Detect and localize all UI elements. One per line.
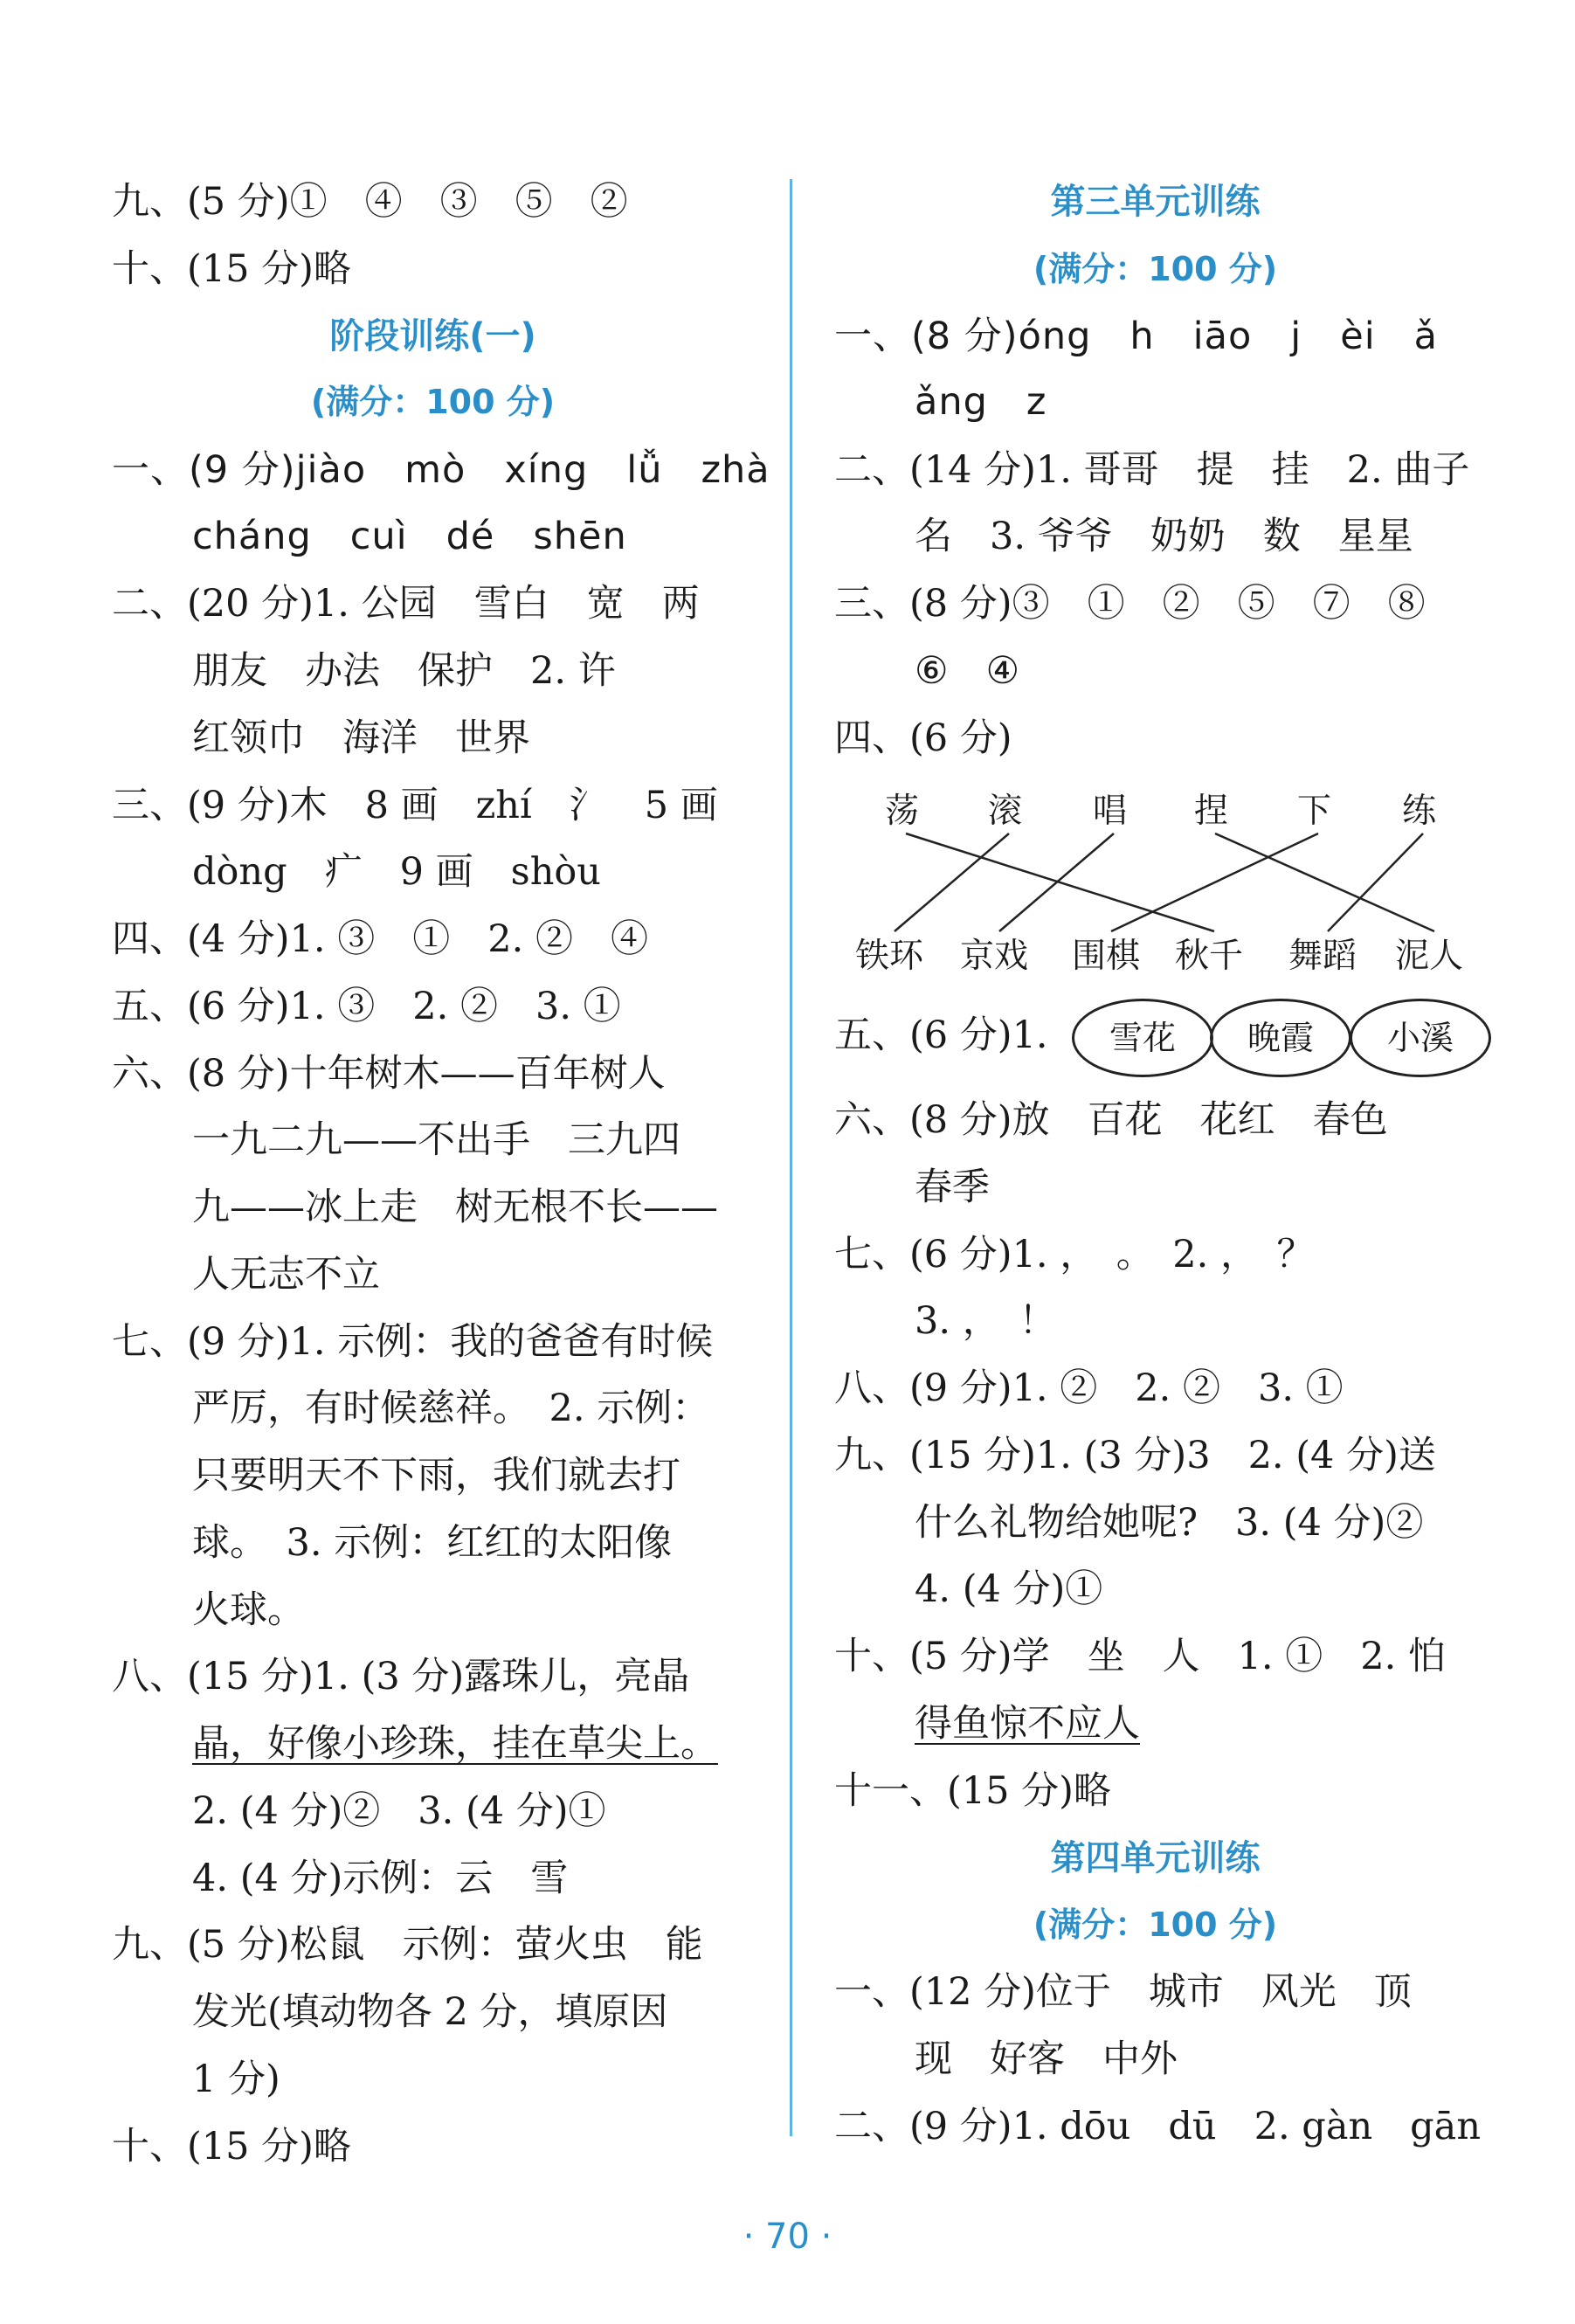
answer-line: 人无志不立 bbox=[192, 1253, 380, 1297]
answer-line: 只要明天不下雨，我们就去打 bbox=[192, 1454, 680, 1497]
answer-line: 七、(9 分)1. 示例：我的爸爸有时候 bbox=[112, 1320, 714, 1364]
answer-line: cháng cuì dé shēn bbox=[192, 515, 627, 558]
answer-line: 五、(6 分)1. bbox=[834, 1013, 1048, 1057]
answer-line: 3. ， ！ bbox=[915, 1299, 1057, 1343]
section-heading: 阶段训练(一) bbox=[329, 316, 536, 356]
match-line bbox=[1111, 833, 1318, 931]
answer-line: 发光(填动物各 2 分，填原因 bbox=[192, 1990, 668, 2034]
answer-line: 一、(9 分)jiào mò xíng lǚ zhà bbox=[112, 448, 770, 492]
answer-line: 二、(9 分)1. dōu dū 2. gàn gān bbox=[834, 2105, 1482, 2148]
answer-line: 九、(15 分)1. (3 分)3 2. (4 分)送 bbox=[834, 1434, 1436, 1477]
page-number: · 70 · bbox=[743, 2217, 832, 2257]
circled-word: 雪花 bbox=[1072, 999, 1213, 1077]
answer-line: 火球。 bbox=[192, 1588, 305, 1632]
answer-line: 六、(8 分)放 百花 花红 春色 bbox=[834, 1098, 1388, 1142]
answer-line: ⑥ ④ bbox=[915, 649, 1020, 693]
circled-word: 小溪 bbox=[1350, 999, 1491, 1077]
circled-word: 晚霞 bbox=[1210, 999, 1351, 1077]
answer-line: 九、(5 分)① ④ ③ ⑤ ② bbox=[112, 180, 628, 224]
answer-line: 十、(15 分)略 bbox=[112, 2125, 351, 2168]
match-top-word: 捏 bbox=[1194, 792, 1229, 831]
answer-line: 1 分) bbox=[192, 2058, 280, 2101]
answer-line: dòng 疒 9 画 shòu bbox=[192, 850, 602, 894]
match-line bbox=[1328, 833, 1423, 931]
answer-line: 三、(9 分)木 8 画 zhí 氵 5 画 bbox=[112, 784, 718, 827]
answer-line: 五、(6 分)1. ③ 2. ② 3. ① bbox=[112, 985, 621, 1028]
section-heading: (满分：100 分) bbox=[310, 383, 556, 421]
match-bottom-word: 舞蹈 bbox=[1288, 937, 1357, 976]
match-line bbox=[999, 833, 1114, 931]
match-bottom-word: 围棋 bbox=[1072, 937, 1141, 976]
answer-line: 二、(14 分)1. 哥哥 提 挂 2. 曲子 bbox=[834, 448, 1470, 492]
answer-line: 红领巾 海洋 世界 bbox=[192, 716, 530, 760]
answer-line: 三、(8 分)③ ① ② ⑤ ⑦ ⑧ bbox=[834, 582, 1426, 626]
match-top-word: 下 bbox=[1297, 792, 1332, 831]
column-divider bbox=[790, 179, 792, 2136]
match-bottom-word: 秋千 bbox=[1175, 937, 1244, 976]
answer-line: 2. (4 分)② 3. (4 分)① bbox=[192, 1789, 606, 1833]
match-line bbox=[1215, 833, 1434, 931]
answer-line: 一九二九——不出手 三九四 bbox=[192, 1118, 680, 1162]
match-top-word: 荡 bbox=[885, 792, 920, 831]
answer-line: 晶，好像小珍珠，挂在草尖上。 bbox=[192, 1722, 718, 1766]
answer-line: 十一、(15 分)略 bbox=[834, 1769, 1111, 1813]
answer-line: 九、(5 分)松鼠 示例：萤火虫 能 bbox=[112, 1923, 703, 1967]
section-heading: (满分：100 分) bbox=[1033, 250, 1278, 288]
answer-line: 现 好客 中外 bbox=[915, 2037, 1178, 2081]
answer-line: 十、(5 分)学 坐 人 1. ① 2. 怕 bbox=[834, 1635, 1446, 1678]
answer-line: 严厉，有时候慈祥。 2. 示例： bbox=[192, 1387, 710, 1430]
answer-line: 二、(20 分)1. 公园 雪白 宽 两 bbox=[112, 582, 700, 626]
answer-line: 十、(15 分)略 bbox=[112, 247, 351, 291]
match-top-word: 练 bbox=[1402, 792, 1437, 831]
matching-lines bbox=[834, 0, 1476, 1048]
match-bottom-word: 铁环 bbox=[855, 937, 924, 976]
section-heading: 第四单元训练 bbox=[1050, 1838, 1261, 1878]
answer-line: 4. (4 分)示例：云 雪 bbox=[192, 1857, 569, 1900]
answer-line: ǎng z bbox=[915, 380, 1047, 424]
answer-line: 六、(8 分)十年树木——百年树人 bbox=[112, 1052, 666, 1096]
section-heading: (满分：100 分) bbox=[1033, 1906, 1278, 1944]
answer-line: 七、(6 分)1. ， 。 2. ， ？ bbox=[834, 1233, 1315, 1276]
answer-line: 4. (4 分)① bbox=[915, 1567, 1103, 1611]
answer-line: 一、(8 分)óng h iāo j èi ǎ bbox=[834, 315, 1438, 358]
answer-line: 一、(12 分)位于 城市 风光 顶 bbox=[834, 1970, 1412, 2014]
answer-line: 球。 3. 示例：红红的太阳像 bbox=[192, 1521, 673, 1565]
match-top-word: 滚 bbox=[988, 792, 1023, 831]
answer-line: 什么礼物给她呢? 3. (4 分)② bbox=[915, 1501, 1424, 1545]
match-bottom-word: 京戏 bbox=[960, 937, 1029, 976]
answer-line: 得鱼惊不应人 bbox=[915, 1702, 1140, 1746]
answer-line: 九——冰上走 树无根不长—— bbox=[192, 1186, 718, 1229]
answer-line: 八、(9 分)1. ② 2. ② 3. ① bbox=[834, 1366, 1344, 1410]
match-top-word: 唱 bbox=[1093, 792, 1128, 831]
section-heading: 第三单元训练 bbox=[1050, 182, 1261, 222]
answer-line: 春季 bbox=[915, 1165, 990, 1209]
answer-line: 名 3. 爷爷 奶奶 数 星星 bbox=[915, 515, 1413, 558]
answer-line: 八、(15 分)1. (3 分)露珠儿，亮晶 bbox=[112, 1655, 690, 1698]
answer-line: 朋友 办法 保护 2. 许 bbox=[192, 649, 616, 693]
match-bottom-word: 泥人 bbox=[1395, 937, 1464, 976]
answer-line: 四、(6 分) bbox=[834, 716, 1012, 760]
answer-line: 四、(4 分)1. ③ ① 2. ② ④ bbox=[112, 917, 648, 961]
